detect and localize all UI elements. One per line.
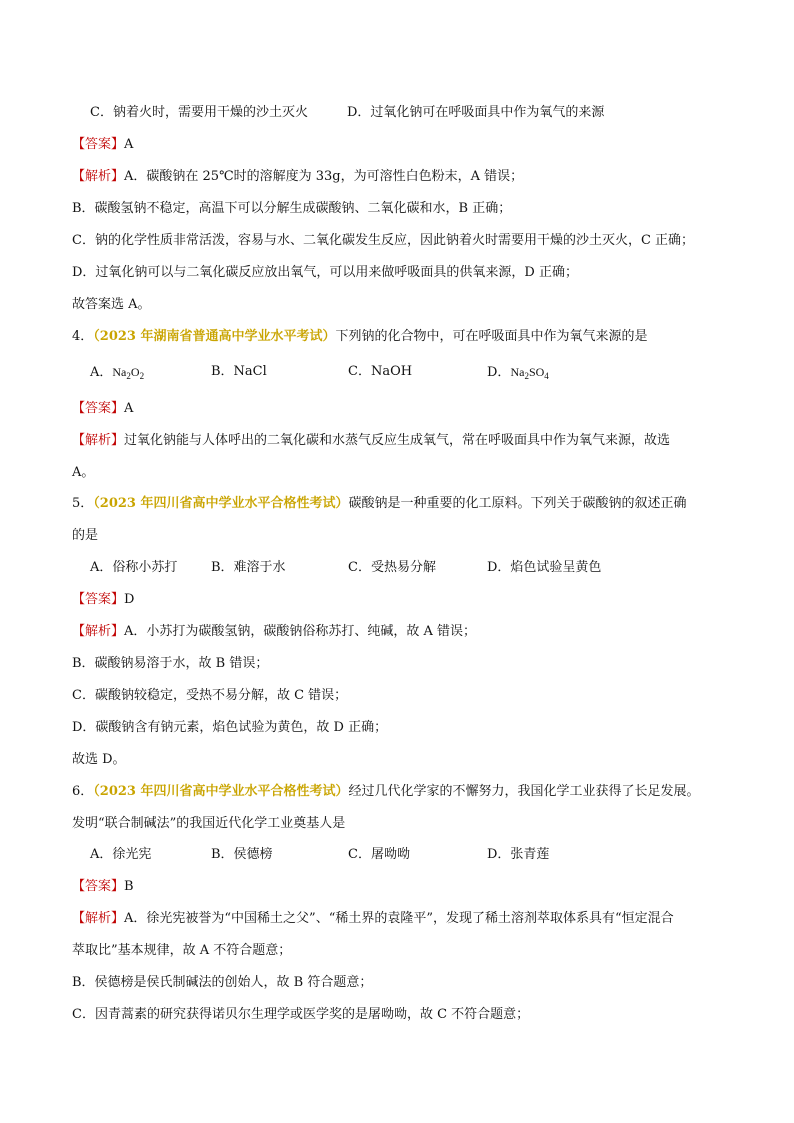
q4-answer [72,399,133,419]
analysis-label: 【解析】 [72,169,125,184]
q5-option-b: B．难溶于水 [211,560,286,575]
formula-na2so4: $Na_2SO_4$ [510,365,549,381]
q6-answer [72,877,134,897]
q6-stem-line-1: 6．（2023 年四川省高中学业水平合格性考试）经过几代化学家的不懈努力，我国化学工业获得了长足发展。 [72,784,700,799]
q3-analysis-line-2: B．碳酸氢钠不稳定，高温下可以分解生成碳酸钠、二氧化碳和水，B 正确； [72,201,512,216]
formula-na2o2: $Na_2O_2$ [112,365,145,381]
q3-analysis-line-5: 故答案选 A。 [72,297,151,312]
q5-option-c: C．受热易分解 [348,560,436,575]
analysis-label: 【解析】 [72,911,125,926]
q6-source: （2023 年四川省高中学业水平合格性考试） [93,784,349,799]
answer-label: 【答案】 [72,592,125,607]
q5-stem-line-1: 5．（2023 年四川省高中学业水平合格性考试）碳酸钠是一种重要的化工原料。下列关于碳酸钠的叙述正确 [72,496,687,511]
q3-option-c: C．钠着火时，需要用干燥的沙土灭火 [90,105,308,120]
q6-stem-line-2: 发明“联合制碱法”的我国近代化学工业奠基人是 [72,816,346,831]
q5-analysis-line-3: C．碳酸钠较稳定，受热不易分解，故 C 错误； [72,688,348,703]
q6-analysis-line-3: B．侯德榜是侯氏制碱法的创始人，故 B 符合题意； [72,975,373,990]
q5-analysis-line-5: 故选 D。 [72,752,126,767]
q4-option-a: A．$Na_2O_2$ [90,365,145,381]
q4-option-b: B．NaCl [211,364,267,379]
q6-option-c: C．屠呦呦 [348,847,410,862]
q5-option-d: D．焰色试验呈黄色 [487,560,602,575]
q5-analysis-line-2: B．碳酸钠易溶于水，故 B 错误； [72,656,269,671]
q6-option-b: B．侯德榜 [211,847,273,862]
q5-analysis-line-4: D．碳酸钠含有钠元素，焰色试验为黄色，故 D 正确； [72,720,388,735]
q6-analysis-line-4: C．因青蒿素的研究获得诺贝尔生理学或医学奖的是屠呦呦，故 C 不符合题意； [72,1007,530,1022]
answer-label: 【答案】 [72,137,125,152]
q6-option-d: D．张青莲 [487,847,550,862]
answer-value: A [124,401,134,416]
q3-analysis-line-4: D．过氧化钠可以与二氧化碳反应放出氧气，可以用来做呼吸面具的供氧来源，D 正确； [72,265,578,280]
q5-stem-line-2: 的是 [72,528,99,543]
q3-analysis-line-3: C．钠的化学性质非常活泼，容易与水、二氧化碳发生反应，因此钠着火时需要用干燥的沙土灭火，C 正确； [72,233,695,248]
q4-analysis-line-2: A。 [72,465,95,480]
q5-answer [72,590,134,610]
q4-option-d: D．$Na_2SO_4$ [487,365,549,381]
answer-value: A [124,137,134,152]
q4-stem: 4．（2023 年湖南省普通高中学业水平考试）下列钠的化合物中，可在呼吸面具中作为氧气来源的是 [72,329,648,344]
answer-label: 【答案】 [72,401,125,416]
q6-option-a: A．徐光宪 [90,847,152,862]
answer-value: D [124,592,135,607]
q4-option-c: C．NaOH [348,364,413,379]
q3-analysis-line-1: 【解析】A．碳酸钠在 25℃时的溶解度为 33g，为可溶性白色粉末，A 错误； [72,169,524,184]
q5-source: （2023 年四川省高中学业水平合格性考试） [93,496,349,511]
analysis-label: 【解析】 [72,433,125,448]
answer-value: B [124,879,134,894]
q3-answer [72,135,133,155]
q6-analysis-line-1: 【解析】A．徐光宪被誉为“中国稀土之父”、“稀土界的袁隆平”，发现了稀土溶剂萃取体系具有“恒定混合 [72,911,674,926]
q5-analysis-line-1: 【解析】A．小苏打为碳酸氢钠，碳酸钠俗称苏打、纯碱，故 A 错误； [72,624,477,639]
analysis-label: 【解析】 [72,624,125,639]
q4-source: （2023 年湖南省普通高中学业水平考试） [93,329,336,344]
q3-option-d: D．过氧化钠可在呼吸面具中作为氧气的来源 [347,105,605,120]
q4-analysis-line-1: 【解析】过氧化钠能与人体呼出的二氧化碳和水蒸气反应生成氧气，常在呼吸面具中作为氧气来源，故选 [72,433,671,448]
answer-label: 【答案】 [72,879,125,894]
q5-option-a: A．俗称小苏打 [90,560,178,575]
q6-analysis-line-2: 萃取比”基本规律，故 A 不符合题意； [72,943,292,958]
